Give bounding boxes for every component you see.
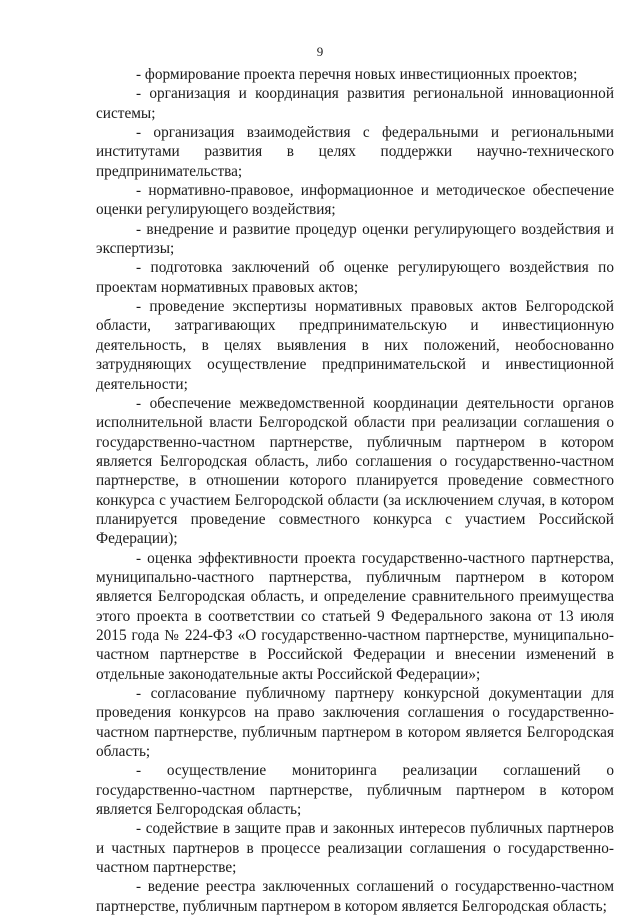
- paragraph: - внедрение и развитие процедур оценки регулирующего воздействия и экспертизы;: [96, 220, 614, 258]
- paragraph: - подготовка заключений об оценке регулирующего воздействия по проектам нормативных правовых актов;: [96, 259, 614, 296]
- paragraph: - обеспечение межведомственной координации деятельности органов исполнительной власти Белгородской области при реализации соглашения о государственно-частном партнерстве, публичным партнером в котором является Белгородская область, либо соглашения о государственно-частном партнерстве, в отношении которого планируется проведение совместного конкурса с участием Белгородской области (за исключением случая, в котором планируется проведение совместного конкурса с участием Российской Федерации);: [96, 394, 614, 548]
- paragraph: - организация и координация развития региональной инновационной системы;: [96, 85, 614, 122]
- paragraph: - проведение экспертизы нормативных правовых актов Белгородской области, затрагивающих предпринимательскую и инвестиционную деятельность, в целях выявления в них положений, необоснованно затрудняющих осуществление предпринимательской и инвестиционной деятельности;: [96, 298, 614, 393]
- paragraph: - согласование публичному партнеру конкурсной документации для проведения конкурсов на право заключения соглашения о государственно-частном партнерстве, публичным партнером в котором является Белгородская область;: [96, 685, 614, 761]
- paragraph: - оценка эффективности проекта государственно-частного партнерства, муниципально-частного партнерства, публичным партнером в котором является Белгородская область, и определение сравнительного преимущества этого проекта в соответствии со статьей 9 Федерального закона от 13 июля 2015 года № 224-ФЗ «О государственно-частном партнерстве, муниципально-частном партнерстве в Российской Федерации и внесении изменений в отдельные законодательные акты Российской Федерации»;: [96, 549, 614, 683]
- paragraph: - ведение реестра заключенных соглашений о государственно-частном партнерстве, публичным партнером в котором является Белгородская область;: [96, 878, 614, 915]
- paragraph: - содействие в защите прав и законных интересов публичных партнеров и частных партнеров в процессе реализации соглашения о государственно-частном партнерстве;: [96, 820, 614, 877]
- paragraph: - организация взаимодействия с федеральными и региональными институтами развития в целях поддержки научно-технического предпринимательства;: [96, 124, 614, 180]
- page-number: 9: [316, 44, 324, 59]
- paragraph: - осуществление мониторинга реализации соглашений о государственно-частном партнерстве, публичным партнером в котором является Белгородская область;: [96, 762, 614, 819]
- paragraph: - нормативно-правовое, информационное и методическое обеспечение оценки регулирующего воздействия;: [96, 182, 614, 219]
- document-body: [96, 65, 614, 916]
- paragraph: - формирование проекта перечня новых инвестиционных проектов;: [136, 66, 578, 83]
